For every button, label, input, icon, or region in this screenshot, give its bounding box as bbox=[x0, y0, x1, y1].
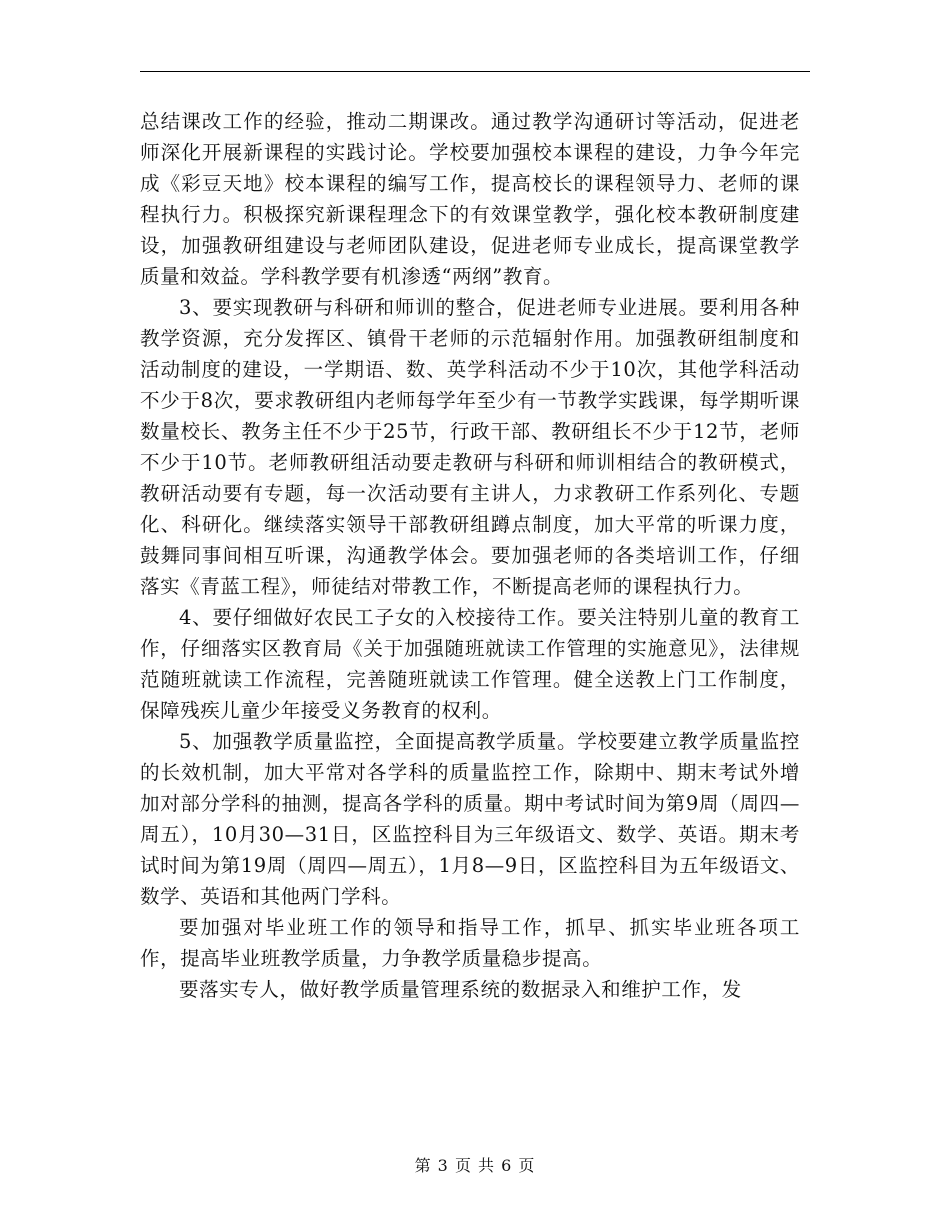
paragraph-6: 要落实专人，做好教学质量管理系统的数据录入和维护工作，发 bbox=[179, 978, 742, 1001]
paragraph-1: 总结课改工作的经验，推动二期课改。通过教学沟通研讨等活动，促进老师深化开展新课程的实践讨论。学校要加强校本课程的建设，力争今年完成《彩豆天地》校本课程的编写工作，提高校长的课程领导力、老师的课程执行力。积极探究新课程理念下的有效课堂教学，强化校本教研制度建设，加强教研组建设与老师团队建设，促进老师专业成长，提高课堂教学质量和效益。学科教学要有机渗透“两纲”教育。 bbox=[140, 110, 800, 288]
paragraph-2: 3、要实现教研与科研和师训的整合，促进老师专业进展。要利用各种教学资源，充分发挥区、镇骨干老师的示范辐射作用。加强教研组制度和活动制度的建设，一学期语、数、英学科活动不少于10次，其他学科活动不少于8次，要求教研组内老师每学年至少有一节教学实践课，每学期听课数量校长、教务主任不少于25节，行政干部、教研组长不少于12节，老师不少于10节。老师教研组活动要走教研与科研和师训相结合的教研模式，教研活动要有专题，每一次活动要有主讲人，力求教研工作系列化、专题化、科研化。继续落实领导干部教研组蹲点制度，加大平常的听课力度，鼓舞同事间相互听课，沟通教学体会。要加强老师的各类培训工作，仔细落实《青蓝工程》，师徒结对带教工作，不断提高老师的课程执行力。 bbox=[140, 296, 800, 598]
document-body bbox=[140, 106, 800, 1005]
paragraph-5: 要加强对毕业班工作的领导和指导工作，抓早、抓实毕业班各项工作，提高毕业班教学质量，力争教学质量稳步提高。 bbox=[140, 916, 800, 970]
paragraph-3: 4、要仔细做好农民工子女的入校接待工作。要关注特别儿童的教育工作，仔细落实区教育局《关于加强随班就读工作管理的实施意见》，法律规范随班就读工作流程，完善随班就读工作管理。健全送教上门工作制度，保障残疾儿童少年接受义务教育的权利。 bbox=[140, 606, 800, 722]
paragraph-4: 5、加强教学质量监控，全面提高教学质量。学校要建立教学质量监控的长效机制，加大平常对各学科的质量监控工作，除期中、期末考试外增加对部分学科的抽测，提高各学科的质量。期中考试时间为第9周（周四—周五），10月30—31日，区监控科目为三年级语文、数学、英语。期末考试时间为第19周（周四—周五），1月8—9日，区监控科目为五年级语文、数学、英语和其他两门学科。 bbox=[140, 730, 800, 908]
header-rule bbox=[140, 71, 810, 72]
page-number-footer: 第 3 页 共 6 页 bbox=[414, 1156, 536, 1175]
